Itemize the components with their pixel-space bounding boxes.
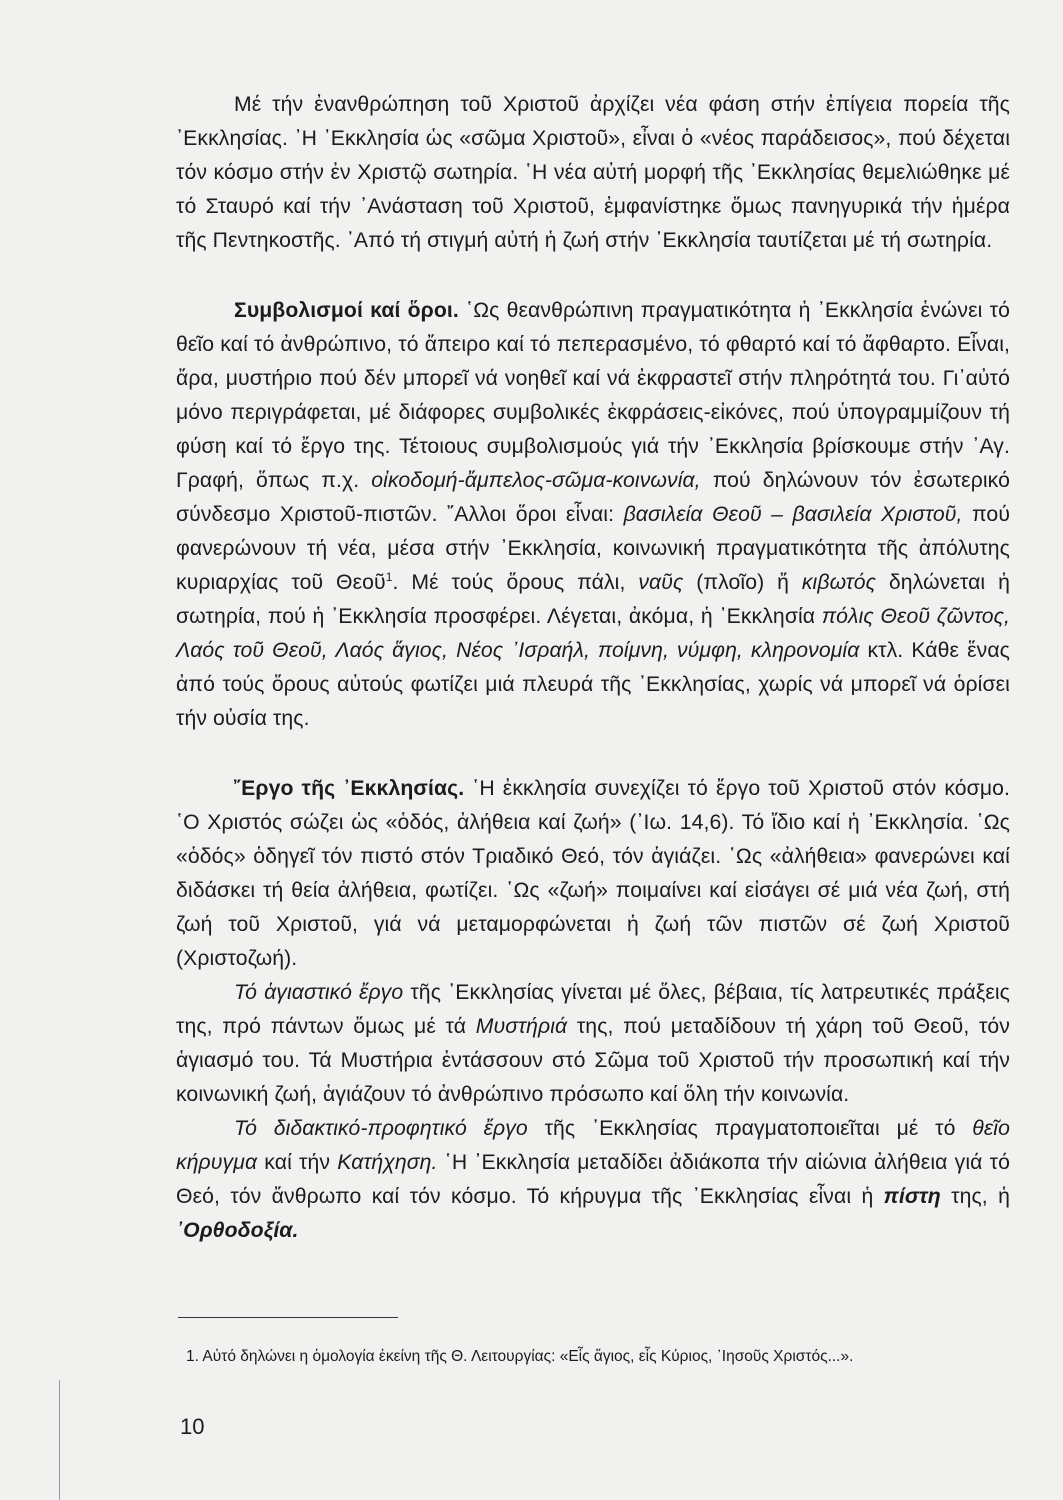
footnote: 1. Αὐτό δηλώνει η ὁμολογία ἐκείνη τῆς Θ. Λειτουργίας: «Εἷς ἅγιος, εἷς Κύριος, ᾿Ιησοῦς Χριστός...». — [186, 1348, 854, 1365]
text-run: Τό ἁγιαστικό ἔργο — [234, 981, 404, 1004]
text-run: πού δηλώνουν τόν ἐσωτερικό σύνδεσμο Χριστοῦ-πιστῶν. ῎Αλλοι ὅροι εἶναι: — [176, 469, 1011, 526]
text-run: ᾿Ορθοδοξία. — [176, 1219, 299, 1242]
text-run: ῎Εργο τῆς ᾿Εκκλησίας. — [234, 777, 465, 800]
text-run: τῆς ᾿Εκκλησίας γίνεται μέ ὅλες, βέβαια, τίς λατρευτικές πράξεις της, πρό πάντων ὅμως μέ τά — [176, 981, 1010, 1038]
text-run: ῾Ως θεανθρώπινη πραγματικότητα ἡ ᾿Εκκλησία ἑνώνει τό θεῖο καί τό ἀνθρώπινο, τό ἄπειρο καί τό πεπερασμένο, τό φθαρτό καί τό ἄφθαρτο. Εἶναι, ἄρα, μυστήριο πού δέν μπορεῖ νά νοηθεῖ καί νά ἐκφραστεῖ στήν πληρότητά του. Γι᾿αὐτό μόνο περιγράφεται, μέ διάφορες συμβολικές ἐκφράσεις-εἰκόνες, πού ὑπογραμμίζουν τή φύση καί τό ἔργο της. Τέτοιους συμβολισμούς γιά τήν ᾿Εκκλησία βρίσκουμε στήν ᾿Αγ. Γραφή, ὅπως π.χ. — [176, 299, 1010, 492]
text-run: πού φανερώνουν τή νέα, μέσα στήν ᾿Εκκλησία, κοινωνική πραγματικότητα τῆς ἀπόλυτης κυριαρχίας τοῦ Θεοῦ — [176, 503, 1010, 594]
footnote-divider — [178, 1317, 398, 1318]
text-run: πίστη — [883, 1185, 941, 1208]
text-run: τῆς ᾿Εκκλησίας πραγματοποιεῖται μέ τό — [527, 1117, 973, 1140]
text-run: οἰκοδομή-ἄμπελος-σῶμα-κοινωνία, — [371, 469, 701, 492]
paragraph — [176, 294, 1010, 736]
text-run: βασιλεία Θεοῦ – βασιλεία Χριστοῦ, — [623, 503, 963, 526]
paragraph — [176, 88, 1010, 258]
text-run: κτλ. Κάθε ἕνας ἀπό τούς ὅρους αὐτούς φωτίζει μιά πλευρά τῆς ᾿Εκκλησίας, χωρίς νά μπορεῖ νά ὁρίσει τήν οὐσία της. — [176, 639, 1010, 730]
text-run: 1 — [385, 569, 393, 584]
page-number: 10 — [180, 1414, 205, 1439]
text-run: δηλώνεται ἡ σωτηρία, πού ἡ ᾿Εκκλησία προσφέρει. Λέγεται, ἀκόμα, ἡ ᾿Εκκλησία — [176, 571, 1010, 628]
text-run: . Μέ τούς ὅρους πάλι, — [392, 571, 639, 594]
text-run: θεῖο κήρυγμα — [176, 1117, 1010, 1174]
text-run: Τό διδακτικό-προφητικό ἔργο — [234, 1117, 528, 1140]
text-run: Μέ τήν ἐνανθρώπηση τοῦ Χριστοῦ ἀρχίζει νέα φάση στήν ἐπίγεια πορεία τῆς ᾿Εκκλησίας. ᾿Η ᾿Εκκλησία ὡς «σῶμα Χριστοῦ», εἶναι ὁ «νέος παράδεισος», πού δέχεται τόν κόσμο στήν ἐν Χριστῷ σωτηρία. ῾Η νέα αὐτή μορφή τῆς ᾿Εκκλησίας θεμελιώθηκε μέ τό Σταυρό καί τήν ᾿Ανάσταση τοῦ Χριστοῦ, ἐμφανίστηκε ὅμως πανηγυρικά τήν ἡμέρα τῆς Πεντηκοστῆς. ᾿Από τή στιγμή αὐτή ἡ ζωή στήν ᾿Εκκλησία ταυτίζεται μέ τή σωτηρία. — [176, 93, 1010, 252]
paragraph — [176, 1112, 1010, 1248]
text-run: πόλις Θεοῦ ζῶντος, Λαός τοῦ Θεοῦ, Λαός ἅγιος, Νέος ᾿Ισραήλ, ποίμνη, νύμφη, κληρονομία — [176, 605, 1011, 662]
main-text — [176, 88, 1010, 1248]
text-run: (πλοῖο) ἤ — [683, 571, 802, 594]
text-run: της, ἡ — [940, 1185, 1010, 1208]
text-run: ῾Η ᾿Εκκλησία μεταδίδει ἀδιάκοπα τήν αἰώνια ἀλήθεια γιά τό Θεό, τόν ἄνθρωπο καί τόν κόσμο. Τό κήρυγμα τῆς ᾿Εκκλησίας εἶναι ἡ — [176, 1151, 1010, 1208]
text-run: ῾Η ἐκκλησία συνεχίζει τό ἔργο τοῦ Χριστοῦ στόν κόσμο. ῾Ο Χριστός σώζει ὡς «ὁδός, ἀλήθεια καί ζωή» (᾿Ιω. 14,6). Τό ἴδιο καί ἡ ᾿Εκκλησία. ῾Ως «ὁδός» ὁδηγεῖ τόν πιστό στόν Τριαδικό Θεό, τόν ἁγιάζει. ῾Ως «ἀλήθεια» φανερώνει καί διδάσκει τή θεία ἀλήθεια, φωτίζει. ῾Ως «ζωή» ποιμαίνει καί εἰσάγει σέ μιά νέα ζωή, στή ζωή τοῦ Χριστοῦ, γιά νά μεταμορφώνεται ἡ ζωή τῶν πιστῶν σέ ζωή Χριστοῦ (Χριστοζωή). — [176, 777, 1010, 970]
paragraph — [176, 976, 1010, 1112]
text-run: κιβωτός — [801, 571, 877, 594]
text-run: Συμβολισμοί καί ὅροι. — [234, 299, 459, 322]
text-run: ναῦς — [638, 571, 684, 594]
text-run: Μυστήριά — [475, 1015, 568, 1038]
scan-margin-line — [59, 1380, 60, 1500]
paragraph — [176, 772, 1010, 976]
text-run: καί τήν — [257, 1151, 338, 1174]
text-run: της, πού μεταδίδουν τή χάρη τοῦ Θεοῦ, τόν ἁγιασμό του. Τά Μυστήρια ἐντάσσουν στό Σῶμα τοῦ Χριστοῦ τήν προσωπική καί τήν κοινωνική ζωή, ἁγιάζουν τό ἀνθρώπινο πρόσωπο καί ὅλη τήν κοινωνία. — [176, 1015, 1011, 1106]
text-run: Κατήχηση. — [337, 1151, 438, 1174]
